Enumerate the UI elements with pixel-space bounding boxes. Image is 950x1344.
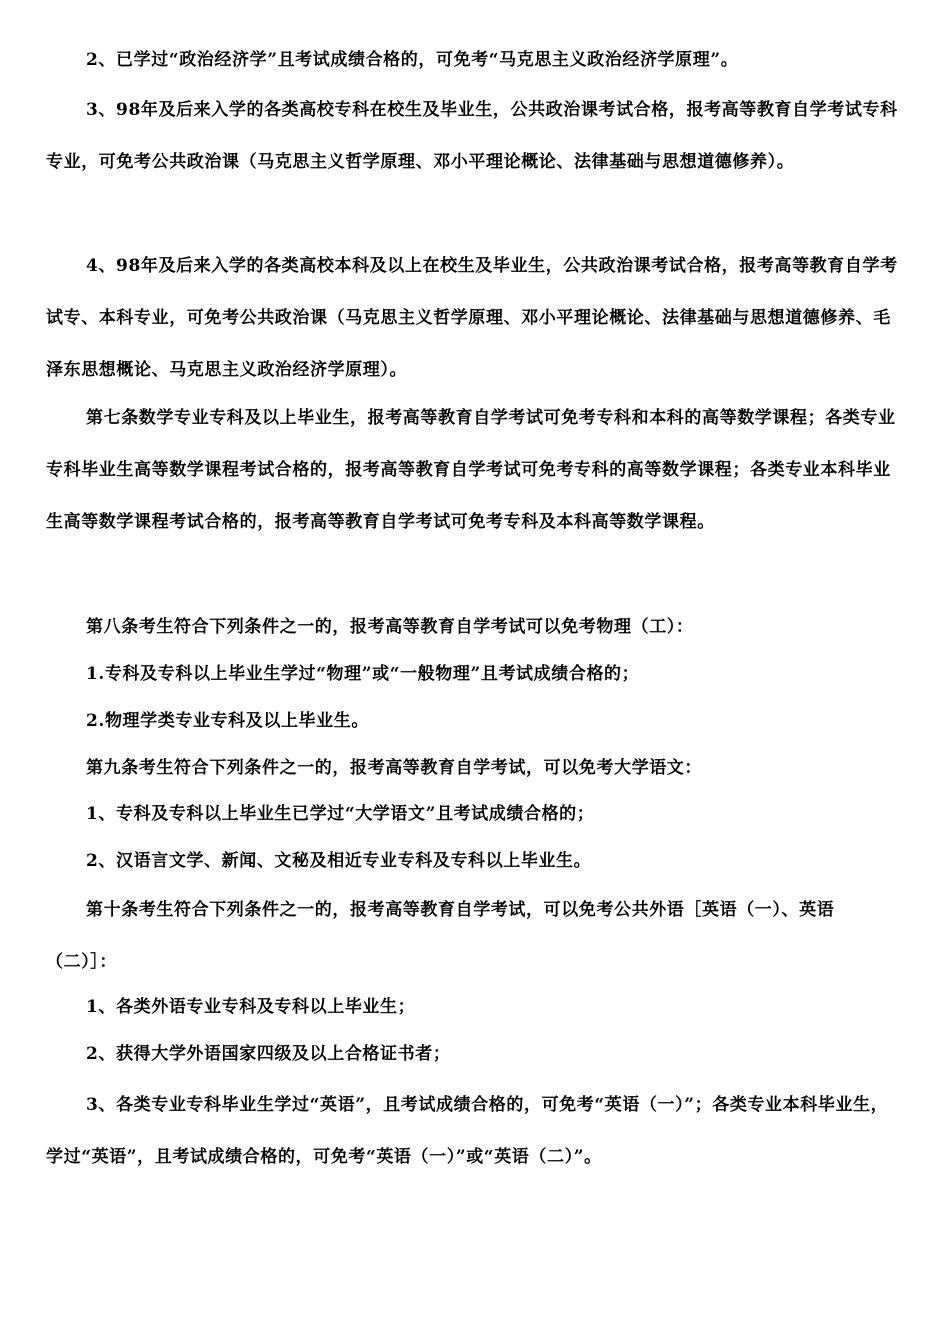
paragraph-exemption-political-economy: 2、已学过“政治经济学”且考试成绩合格的，可免考“马克思主义政治经济学原理”。 [86,50,739,70]
paragraph-article-9-chinese: 第九条考生符合下列条件之一的，报考高等教育自学考试，可以免考大学语文： [86,758,702,778]
list-item-chinese-1: 1、专科及专科以上毕业生已学过“大学语文”且考试成绩合格的； [86,804,595,824]
paragraph-article-8-physics: 第八条考生符合下列条件之一的，报考高等教育自学考试可以免考物理（工）： [86,617,694,637]
paragraph-exemption-junior-college-politics: 3、98年及后来入学的各类高校专科在校生及毕业生，公共政治课考试合格，报考高等教育自学考试专科专业，可免考公共政治课（马克思主义哲学原理、邓小平理论概论、法律基础与思想道德修养）。 [46,100,898,172]
list-item-chinese-2: 2、汉语言文学、新闻、文秘及相近专业专科及专科以上毕业生。 [86,851,592,871]
paragraph-article-10-foreign-language: 第十条考生符合下列条件之一的，报考高等教育自学考试，可以免考公共外语［英语（一）、英语（二）］： [46,900,835,972]
paragraph-article-7-mathematics: 第七条数学专业专科及以上毕业生，报考高等教育自学考试可免考专科和本科的高等数学课程；各类专业专科毕业生高等数学课程考试合格的，报考高等教育自学考试可免考专科的高等数学课程；各类专业本科毕业生高等数学课程考试合格的，报考高等教育自学考试可免考专科及本科高等数学课程。 [46,408,896,532]
paragraph-exemption-undergraduate-politics: 4、98年及后来入学的各类高校本科及以上在校生及毕业生，公共政治课考试合格，报考高等教育自学考试专、本科专业，可免考公共政治课（马克思主义哲学原理、邓小平理论概论、法律基础与思想道德修养、毛泽东思想概论、马克思主义政治经济学原理）。 [46,256,898,380]
list-item-language-1: 1、各类外语专业专科及专科以上毕业生； [86,997,416,1017]
list-item-language-2: 2、获得大学外语国家四级及以上合格证书者； [86,1044,451,1064]
list-item-physics-1: 1.专科及专科以上毕业生学过“物理”或“一般物理”且考试成绩合格的； [86,664,640,684]
list-item-physics-2: 2.物理学类专业专科及以上毕业生。 [86,711,369,731]
list-item-language-3: 3、各类专业专科毕业生学过“英语”，且考试成绩合格的，可免考“英语（一）”；各类专业本科毕业生，学过“英语”，且考试成绩合格的，可免考“英语（一）”或“英语（二）”。 [46,1095,889,1167]
